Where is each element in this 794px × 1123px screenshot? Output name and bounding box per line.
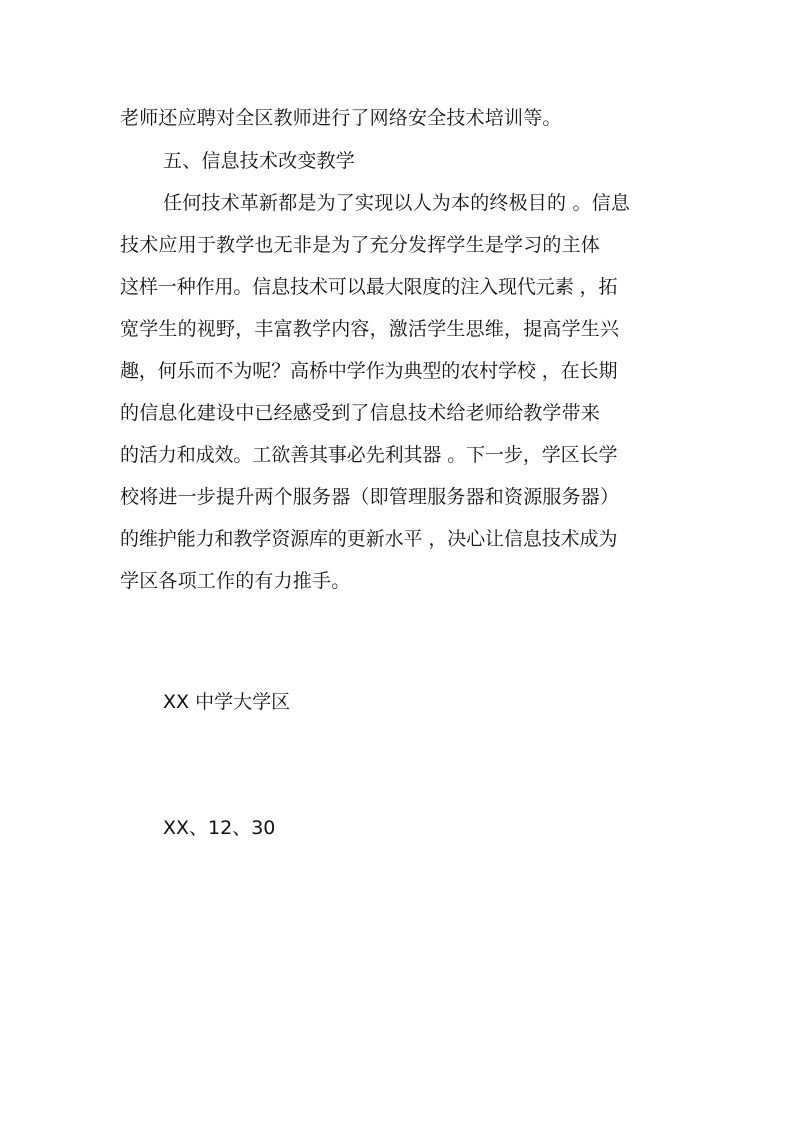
paragraph-line-2: 任何技术革新都是为了实现以人为本的终极目的 。信息 [163, 192, 631, 214]
paragraph-line-8: 的活力和成效。工欲善其事必先利其器 。下一步，学区长学 [120, 444, 618, 466]
paragraph-line-11: 学区各项工作的有力推手。 [120, 570, 351, 592]
section-heading: 五、信息技术改变教学 [163, 150, 356, 172]
paragraph-line-3: 技术应用于教学也无非是为了充分发挥学生是学习的主体 [120, 234, 601, 256]
paragraph-line-4: 这样一种作用。信息技术可以最大限度的注入现代元素 ，拓 [120, 276, 618, 298]
signature-organization: XX 中学大学区 [163, 691, 291, 713]
signature-date: XX、12、30 [163, 817, 276, 839]
paragraph-line-5: 宽学生的视野，丰富教学内容，激活学生思维，提高学生兴 [120, 318, 620, 340]
paragraph-line-1: 老师还应聘对全区教师进行了网络安全技术培训等。 [120, 107, 562, 129]
paragraph-line-7: 的信息化建设中已经感受到了信息技术给老师给教学带来 [120, 402, 601, 424]
paragraph-line-9: 校将进一步提升两个服务器（即管理服务器和资源服务器） [120, 486, 620, 508]
paragraph-line-10: 的维护能力和教学资源库的更新水平 ，决心让信息技术成为 [120, 528, 618, 550]
paragraph-line-6: 趣，何乐而不为呢？高桥中学作为典型的农村学校 ，在长期 [120, 360, 618, 382]
